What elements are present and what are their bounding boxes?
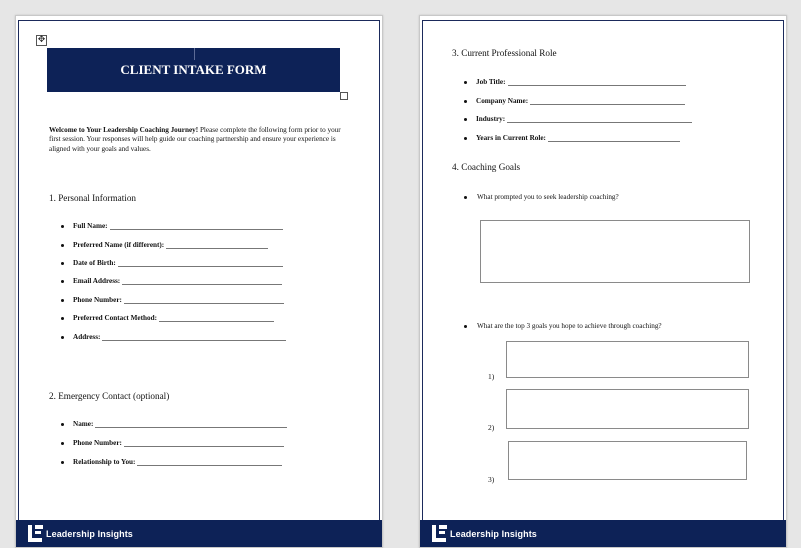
fill-line[interactable] — [102, 334, 286, 341]
field-full-name[interactable]: Full Name: — [61, 222, 283, 230]
document-page-1 — [15, 15, 383, 548]
field-email-address[interactable]: Email Address: — [61, 277, 282, 285]
answer-box-coaching-reason[interactable] — [480, 220, 750, 283]
field-phone-number[interactable]: Phone Number: — [61, 296, 284, 304]
field-job-title[interactable]: Job Title: — [464, 78, 686, 86]
form-title: CLIENT INTAKE FORM — [120, 62, 267, 77]
brand-name: Leadership Insights — [46, 528, 133, 539]
table-cell-divider — [194, 48, 195, 60]
field-preferred-contact-method[interactable]: Preferred Contact Method: — [61, 314, 274, 322]
field-years-in-role[interactable]: Years in Current Role: — [464, 134, 680, 142]
intro-bold: Welcome to Your Leadership Coaching Journey! — [49, 126, 199, 134]
field-industry[interactable]: Industry: — [464, 115, 692, 123]
intro-text: Please complete the following form prior to your first session. Your responses will help guide our coaching partnership and ensure your experience is aligned with your goals and values. — [49, 126, 341, 153]
footer-brand — [28, 525, 133, 542]
field-date-of-birth[interactable]: Date of Birth: — [61, 259, 283, 267]
field-company-name[interactable]: Company Name: — [464, 97, 685, 105]
fill-line[interactable] — [166, 242, 268, 249]
answer-box-goal-3[interactable] — [508, 441, 747, 480]
intro-paragraph — [49, 126, 341, 154]
section-heading-personal-info: 1. Personal Information — [49, 193, 137, 203]
field-emergency-name[interactable]: Name: — [61, 420, 287, 428]
leadership-insights-logo-icon — [432, 525, 447, 542]
page-footer — [16, 520, 382, 547]
fill-line[interactable] — [137, 459, 282, 466]
answer-box-goal-2[interactable] — [506, 389, 749, 429]
goal-number-2: 2) — [488, 423, 495, 432]
document-page-2 — [419, 15, 787, 548]
table-resize-handle[interactable] — [340, 92, 348, 100]
field-address[interactable]: Address: — [61, 333, 286, 341]
fill-line[interactable] — [124, 440, 284, 447]
fill-line[interactable] — [95, 421, 287, 428]
fill-line[interactable] — [530, 98, 685, 105]
brand-name: Leadership Insights — [450, 528, 537, 539]
page-footer — [420, 520, 786, 547]
table-move-handle-icon[interactable]: ✥ — [37, 35, 46, 45]
footer-brand — [432, 525, 537, 542]
question-top-goals: What are the top 3 goals you hope to achieve through coaching? — [464, 322, 662, 330]
fill-line[interactable] — [124, 297, 284, 304]
fill-line[interactable] — [110, 223, 283, 230]
fill-line[interactable] — [548, 135, 680, 142]
field-relationship[interactable]: Relationship to You: — [61, 458, 282, 466]
fill-line[interactable] — [508, 79, 686, 86]
section-heading-emergency-contact: 2. Emergency Contact (optional) — [49, 391, 170, 401]
fill-line[interactable] — [122, 278, 282, 285]
goal-number-1: 1) — [488, 372, 495, 381]
goal-number-3: 3) — [488, 475, 495, 484]
section-heading-coaching-goals: 4. Coaching Goals — [452, 162, 521, 172]
field-emergency-phone[interactable]: Phone Number: — [61, 439, 284, 447]
field-preferred-name[interactable]: Preferred Name (if different): — [61, 241, 268, 249]
section-heading-professional-role: 3. Current Professional Role — [452, 48, 557, 58]
leadership-insights-logo-icon — [28, 525, 43, 542]
fill-line[interactable] — [118, 260, 283, 267]
fill-line[interactable] — [507, 116, 692, 123]
question-coaching-reason: What prompted you to seek leadership coaching? — [464, 193, 619, 201]
answer-box-goal-1[interactable] — [506, 341, 749, 378]
fill-line[interactable] — [159, 315, 274, 322]
